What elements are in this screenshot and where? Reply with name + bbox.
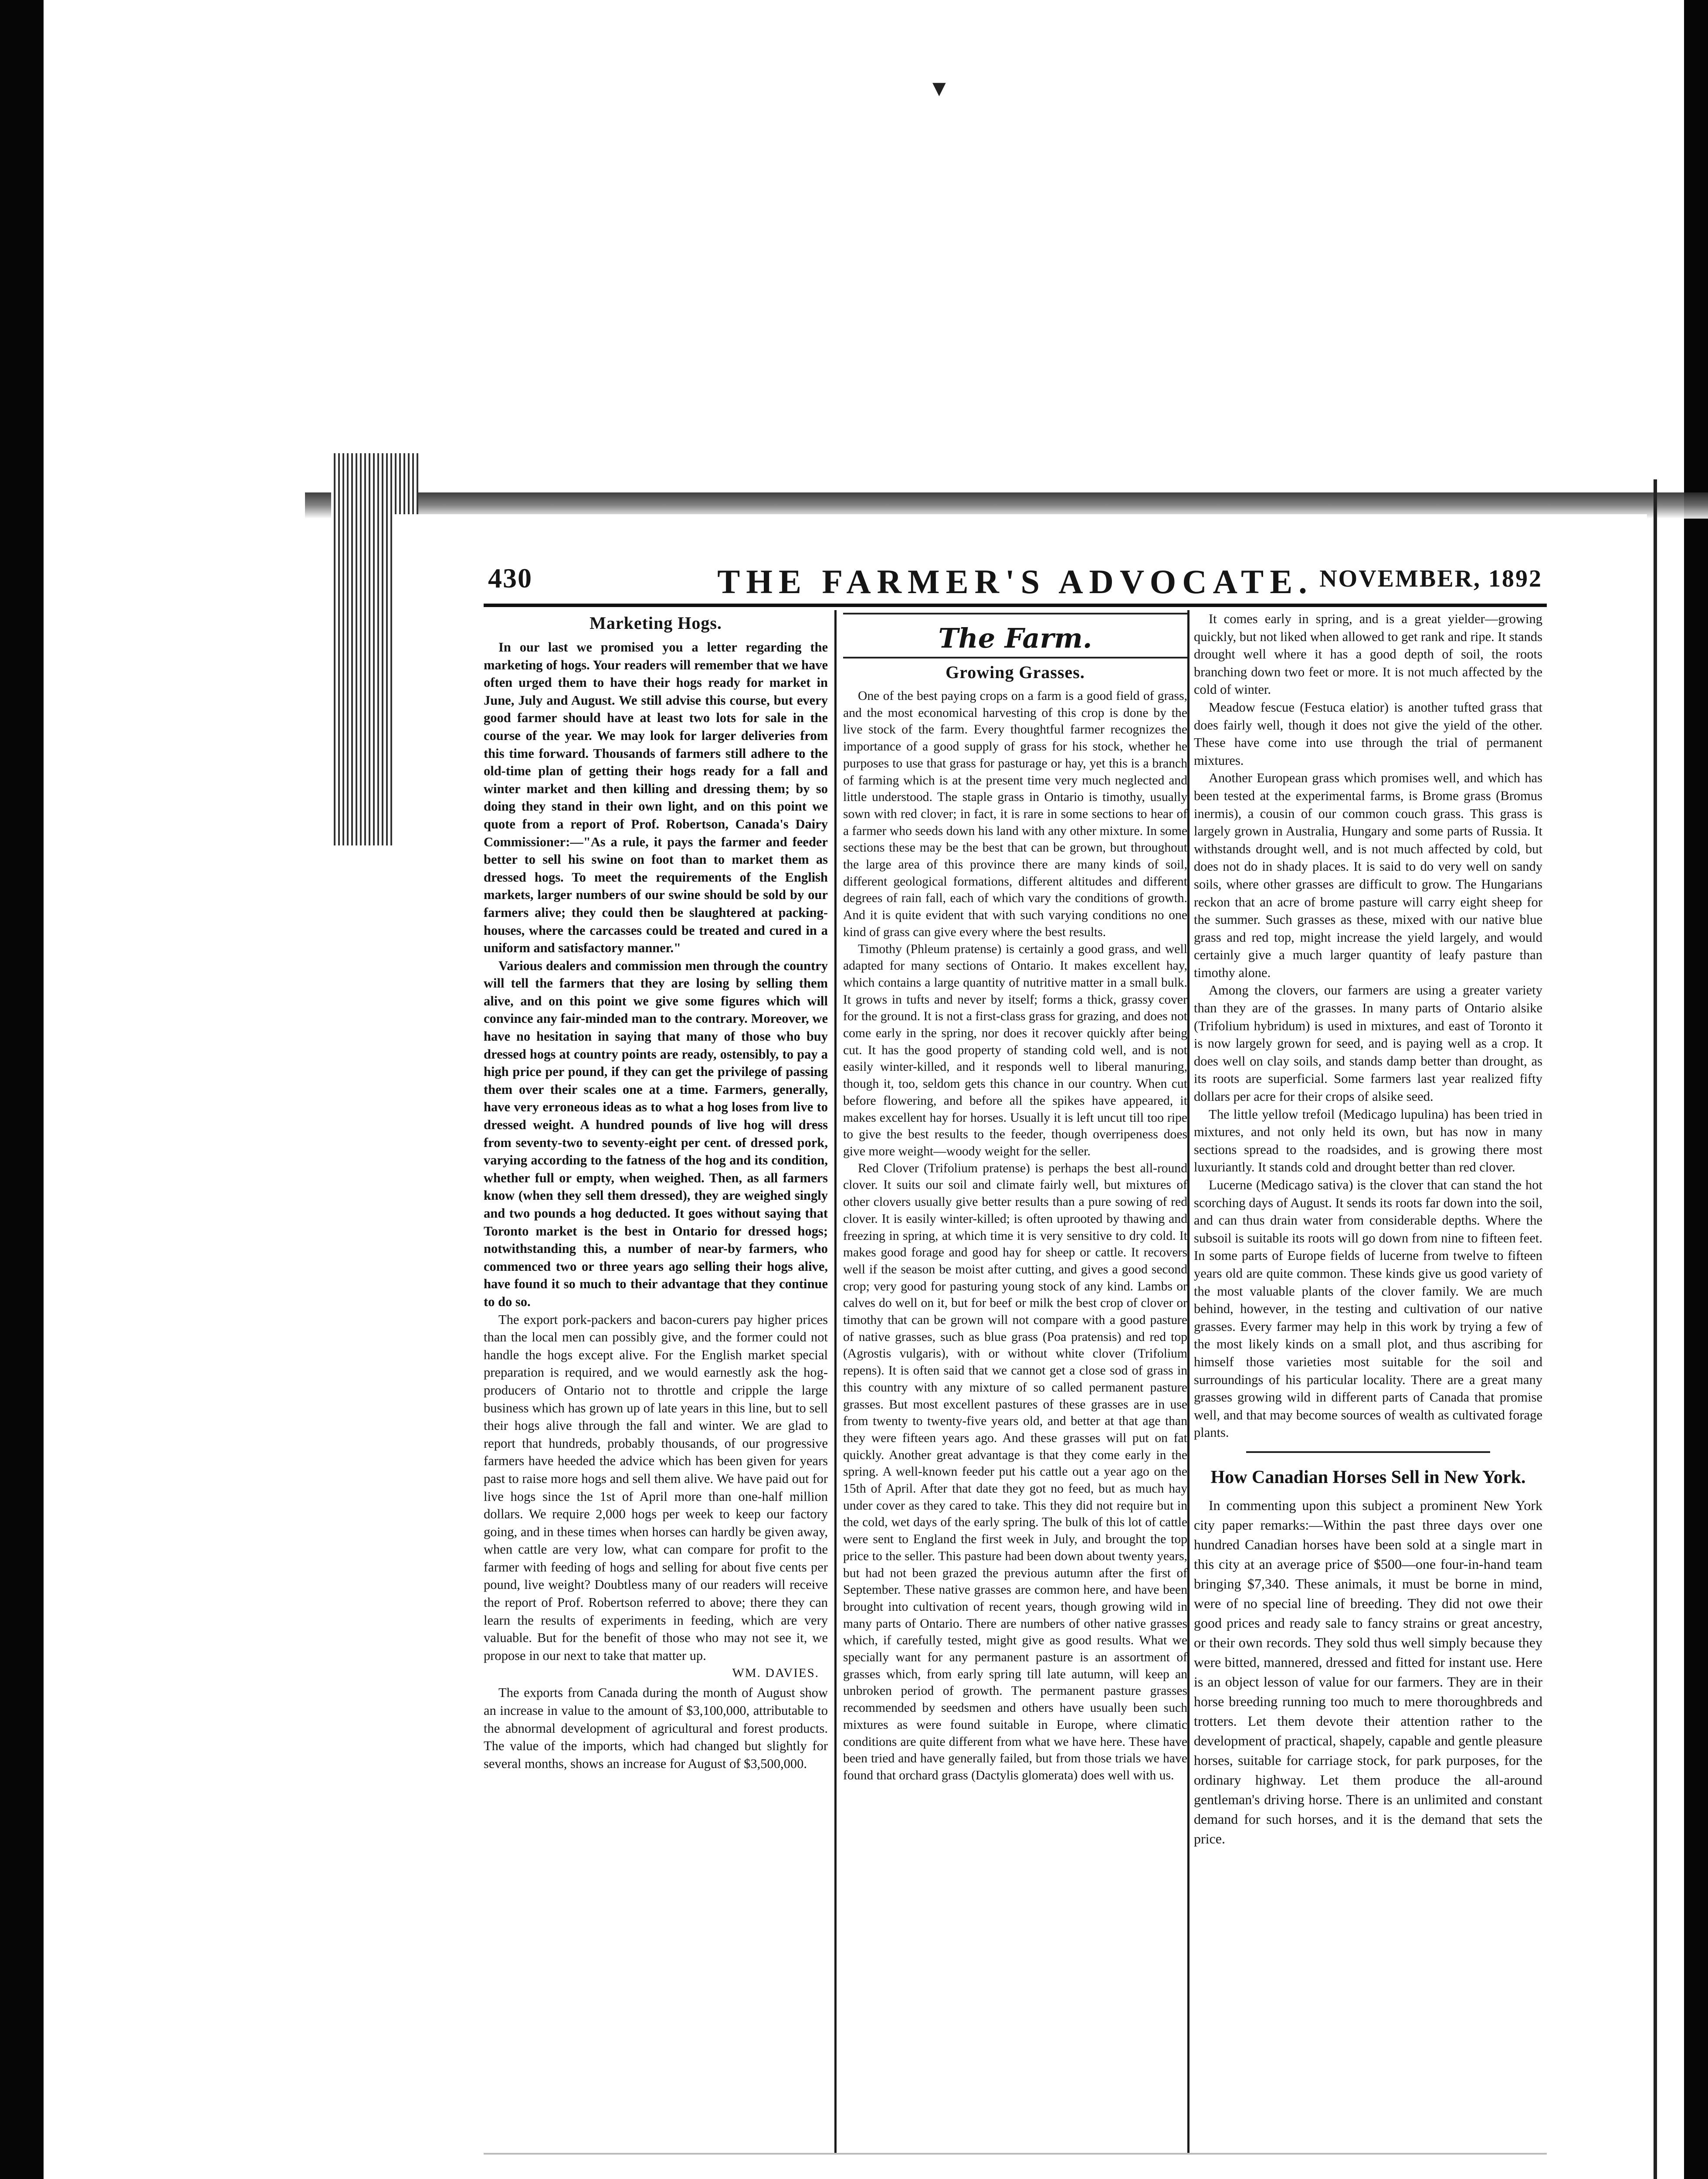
column-marketing-hogs: [484, 610, 828, 2148]
article-paragraph: Timothy (Phleum pratense) is certainly a good grass, and well adapted for many sections of Ontario. It makes excellent hay, which contains a large quantity of nutritive matter in a small bulk. It grows in tufts and never by itself; forms a thick, grassy cover for the ground. It is not a first-class grass for grazing, and does not come early in the spring, nor does it recover quickly after being cut. It has the good property of standing cold well, and is not easily winter-killed, and it responds well to liberal manuring, though it, too, seldom gets this chance in our country. When cut before flowering, and before all the spikes have appeared, it makes excellent hay for horses. Usually it is left uncut till too ripe to give the best results to the feeder, though overripeness does give more weight—woody weight for the seller.: [843, 942, 1187, 1158]
article-paragraph: Meadow fescue (Festuca elatior) is another tufted grass that does fairly well, though it does not give the yield of the other. These have come into use through the trial of permanent mixtures.: [1194, 699, 1542, 768]
article-heading: How Canadian Horses Sell in New York.: [1210, 1467, 1526, 1487]
article-signature: WM. DAVIES.: [732, 1666, 819, 1680]
header-rule: [484, 604, 1547, 607]
page-bottom-rule: [484, 2153, 1547, 2155]
column-divider: [834, 610, 837, 2153]
page-edge-right: [1654, 479, 1688, 2179]
article-paragraph: One of the best paying crops on a farm is a good field of grass, and the most economical harvesting of this crop is done by the live stock of the farm. Every thoughtful farmer recognizes the importance of a good supply of grass for his stock, whether he purposes to use that grass for pasturage or hay, yet this is a branch of farming which is at the present time very much neglected and little understood. The staple grass in Ontario is timothy, usually sown with red clover; in fact, it is rare in some sections to hear of a farmer who seeds down his land with any other mixture. In some sections these may be the best that can be grown, but throughout the large area of this province there are many kinds of soil, different geological formations, different altitudes and different degrees of rain fall, each of which vary the conditions of growth. And it is quite evident that with such varying conditions no one kind of grass can give every where the best results.: [843, 689, 1187, 939]
article-paragraph: In commenting upon this subject a prominent New York city paper remarks:—Within the past three days over one hundred Canadian horses have been sold at a single mart in this city at an average price of $500—one four-in-hand team bringing $7,340. These animals, it must be borne in mind, were of no special line of breeding. They did not owe their good prices and ready sale to fancy strains or great ancestry, or their own records. They sold thus well simply because they were bitted, mannered, dressed and fitted for instant use. Here is an object lesson of value for our farmers. They are in their horse breeding running too much to mere thoroughbreds and trotters. Let them devote their attention rather to the development of practical, shapely, capable and gentle pleasure horses, suitable for carriage stock, for park purposes, for the ordinary highway. Let them produce the all-around gentleman's driving horse. There is an unlimited and constant demand for such horses, and it is the demand that sets the price.: [1194, 1497, 1542, 1846]
article-paragraph: The export pork-packers and bacon-curers pay higher prices than the local men can possibly give, and the former could not handle the hogs except alive. For the English market special preparation is required, and we would earnestly ask the hog-producers of Ontario not to throttle and cripple the large business which has grown up of late years in this line, but to sell their hogs alive through the fall and winter. We are glad to report that hundreds, probably thousands, of our progressive farmers have heeded the advice which has been given for years past to raise more hogs and sell them alive. We have paid out for live hogs since the 1st of April more than one-half million dollars. We require 2,000 hogs per week to keep our factory going, and in these times when horses can hardly be given away, when cattle are very low, what can compare for profit to the farmer with feeding of hogs and selling for about five cents per pound, live weight? Doubtless many of our readers will receive the report of Prof. Robertson referred to above; there they can learn the results of experiments in feeding, which are very valuable. But for the benefit of those who may not see it, we propose in our next to take that matter up.: [484, 1312, 828, 1663]
article-paragraph: Another European grass which promises well, and which has been tested at the experimental farms, is Brome grass (Bromus inermis), a cousin of our common couch grass. This grass is largely grown in Australia, Hungary and some parts of Russia. It withstands drought well, and is not much affected by cold, but does not do in shady places. It is said to do very well on sandy soils, where other grasses are difficult to grow. The Hungarians reckon that an acre of brome pasture will carry eight sheep for the summer. Such grasses as these, mixed with our native blue grass and red top, might increase the yield largely, and would certainly give a much larger quantity of leafy pasture than timothy alone.: [1194, 770, 1542, 980]
article-paragraph: Among the clovers, our farmers are using a greater variety than they are of the grasses. In many parts of Ontario alsike (Trifolium hybridum) is used in mixtures, and east of Toronto it is now largely grown for seed, and is paying well as a crop. It does well on clay soils, and stands damp better than drought, as its roots are superficial. Some farmers last year realized fifty dollars per acre for their crops of alsike seed.: [1194, 983, 1542, 1104]
section-title: The Farm.: [938, 622, 1092, 654]
section-rule: [843, 613, 1187, 614]
article-paragraph: Various dealers and commission men through the country will tell the farmers that they are losing by selling them alive, and on this point we give some figures which will convince any fair-minded man to the contrary. Moreover, we have no hesitation in saying that many of those who buy dressed hogs at country points are ready, ostensibly, to pay a high price per pound, if they can get the privilege of passing them over their scales one at a time. Farmers, generally, have very erroneous ideas as to what a hog loses from live to dressed weight. A hundred pounds of live hog will dress from seventy-two to seventy-eight per cent. of dressed pork, varying according to the fatness of the hog and its condition, whether full or empty, when weighed. Then, as all farmers know (when they sell them dressed), they are weighed singly and two pounds a hog deducted. It goes without saying that Toronto market is the best in Ontario for dressed hogs; notwithstanding this, a number of near-by farmers, who commenced two or three years ago selling their hogs alive, have found it so much to their advantage that they continue to do so.: [484, 958, 828, 1309]
section-rule: [843, 657, 1187, 658]
masthead: THE FARMER'S ADVOCATE.: [717, 563, 1313, 601]
article-paragraph: It comes early in spring, and is a great yielder—growing quickly, but not liked when allowed to get rank and ripe. It stands drought well where it has a good depth of soil, the roots branching down two feet or more. It is not much affected by the cold of winter.: [1194, 611, 1542, 697]
article-heading: Marketing Hogs.: [590, 613, 722, 633]
column-grasses-continued: [1194, 610, 1542, 2148]
page-number: 430: [488, 563, 532, 594]
page-header: [488, 562, 1542, 601]
article-heading: Growing Grasses.: [946, 662, 1085, 682]
article-divider: [1246, 1451, 1490, 1453]
issue-date: NOVEMBER, 1892: [1319, 565, 1542, 592]
article-paragraph: Red Clover (Trifolium pratense) is perhaps the best all-round clover. It suits our soil and climate fairly well, but mixtures of other clovers usually give better results than a pure sowing of red clover. It is easily winter-killed; is often uprooted by thawing and freezing in spring, at which time it is very sensitive to dry cold. It makes good forage and good hay for sheep or cattle. It recovers well if the season be moist after cutting, and gives a good second crop; very good for pasturing young stock of any kind. Lambs or calves do well on it, but for beef or milk the best crop of clover or timothy that can be grown will not compare with a good pasture of native grasses, such as blue grass (Poa pratensis) and red top (Agrostis vulgaris), with or without white clover (Trifolium repens). It is often said that we cannot get a close sod of grass in this country with any mixture of so called permanent pasture grasses. But most excellent pastures of these grasses are in use from twenty to twenty-five years old, and better at that age than they were fifteen years ago. And these grasses will put on fat quickly. Another great advantage is that they come early in the spring. A well-known feeder put his cattle out a year ago on the 15th of April. After that date they got no feed, but as much hay under cover as they cared to take. This they did not require but in the cold, wet days of the early spring. The bulk of this lot of cattle were sent to England the first week in July, and brought the top price to the seller. This pasture had been down about twenty years, but had not been grazed the previous autumn after the first of September. These native grasses are common here, and have been brought into cultivation of recent years, though growing wild in many parts of Ontario. There are numbers of other native grasses which, if carefully tested, might give as good results. What we specially want for any permanent pasture is an assortment of grasses which, from early spring till late autumn, will keep an unbroken period of growth. The permanent pasture grasses recommended by seedsmen and others have usually been such mixtures as were found suitable in Europe, where climatic conditions are quite different from what we have here. These have been tried and have generally failed, but from those trials we have found that orchard grass (Dactylis glomerata) does well with us.: [843, 1161, 1187, 1782]
column-divider: [1187, 610, 1190, 2153]
scan-speck: ▼: [932, 78, 946, 98]
article-paragraph: Lucerne (Medicago sativa) is the clover that can stand the hot scorching days of August. It sends its roots far down into the soil, and can thus drain water from considerable depths. Where the subsoil is suitable its roots will go down from nine to fifteen feet. In some parts of Europe fields of lucerne from twelve to fifteen years old are quite common. These kinds give us good variety of the most valuable plants of the clover family. We are much behind, however, in the testing and cultivation of our native grasses. Every farmer may help in this work by trying a few of the most likely kinds on a small plot, and thus ascribing for himself those varieties most suitable for the soil and surroundings of his particular locality. There are a great many grasses growing wild in different parts of Canada that promise well, and that may become sources of wealth as cultivated forage plants.: [1194, 1178, 1542, 1440]
article-paragraph: The little yellow trefoil (Medicago lupulina) has been tried in mixtures, and not only held its own, but has now in many sections spread to the roadsides, and is growing there most luxuriantly. It stands cold and drought better than red clover.: [1194, 1106, 1542, 1175]
news-paragraph: The exports from Canada during the month of August show an increase in value to the amount of $3,100,000, attributable to the abnormal development of agricultural and forest products. The value of the imports, which had changed but slightly for several months, shows an increase for August of $3,500,000.: [484, 1685, 828, 1771]
scan-border-left: [0, 0, 44, 2179]
article-paragraph: In our last we promised you a letter regarding the marketing of hogs. Your readers will remember that we have often urged them to have their hogs ready for market in June, July and August. We still advise this course, but every good farmer should have at least two lots for sale in the course of the year. We may look for larger deliveries from this time forward. Thousands of farmers still adhere to the old-time plan of getting their hogs ready for a fall and winter market and then killing and dressing them; by so doing they stand in their own light, and on this point we quote from a report of Prof. Robertson, Canada's Dairy Commissioner:—"As a rule, it pays the farmer and feeder better to sell his swine on foot than to market them as dressed hogs. To meet the requirements of the English markets, larger numbers of our swine should be sold by our farmers alive; they could then be slaughtered at packing-houses, where the carcasses could be treated and cured in a uniform and satisfactory manner.": [484, 640, 828, 956]
scan-border-right: [1684, 0, 1708, 2179]
column-the-farm: [843, 610, 1187, 2148]
